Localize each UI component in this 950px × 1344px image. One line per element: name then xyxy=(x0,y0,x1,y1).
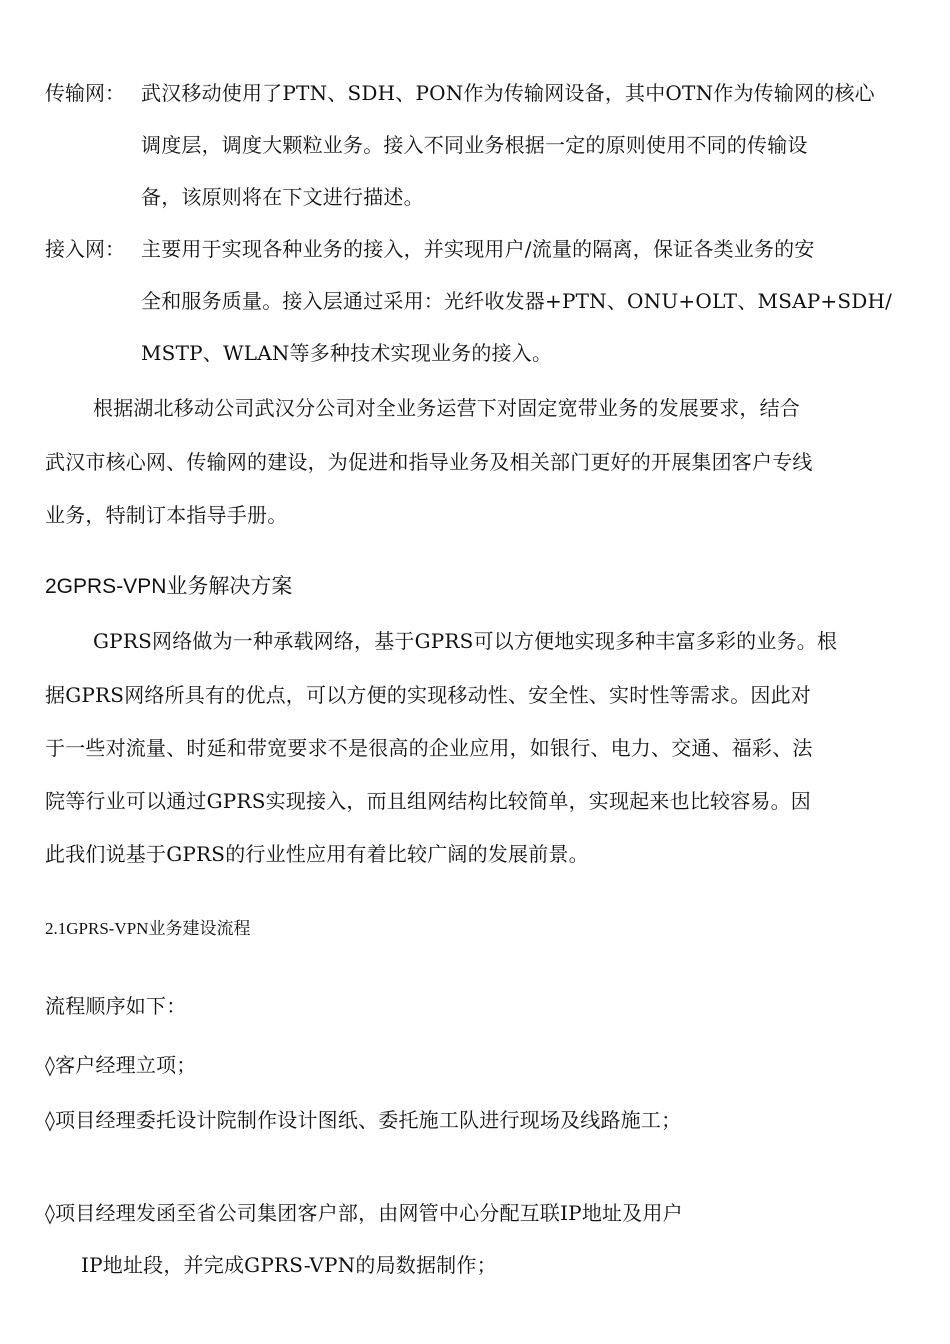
section-2-line-4: 院等行业可以通过GPRS实现接入，而且组网结构比较简单，实现起来也比较容易。因 xyxy=(45,789,811,813)
access-line-1: 主要用于实现各种业务的接入，并实现用户/流量的隔离，保证各类业务的安 xyxy=(141,237,815,261)
section-2-1-heading: 2.1GPRS-VPN业务建设流程 xyxy=(45,919,251,938)
access-term: 接入网： xyxy=(45,237,125,261)
section-2-line-2: 据GPRS网络所具有的优点，可以方便的实现移动性、安全性、实时性等需求。因此对 xyxy=(45,683,811,707)
intro-line-1: 根据湖北移动公司武汉分公司对全业务运营下对固定宽带业务的发展要求，结合 xyxy=(93,396,800,420)
section-2-heading: 2GPRS-VPN业务解决方案 xyxy=(45,575,293,598)
process-item-2: ◊项目经理委托设计院制作设计图纸、委托施工队进行现场及线路施工； xyxy=(45,1108,682,1132)
transport-line-3: 备，该原则将在下文进行描述。 xyxy=(141,185,424,209)
process-item-3-continuation: IP地址段，并完成GPRS-VPN的局数据制作； xyxy=(81,1253,497,1277)
process-item-1: ◊客户经理立项； xyxy=(45,1053,197,1077)
intro-line-2: 武汉市核心网、传输网的建设，为促进和指导业务及相关部门更好的开展集团客户专线 xyxy=(45,450,813,474)
transport-line-2: 调度层，调度大颗粒业务。接入不同业务根据一定的原则使用不同的传输设 xyxy=(141,133,808,157)
access-line-2: 全和服务质量。接入层通过采用：光纤收发器+PTN、ONU+OLT、MSAP+SDH/ xyxy=(141,289,893,313)
section-2-line-1: GPRS网络做为一种承载网络，基于GPRS可以方便地实现多种丰富多彩的业务。根 xyxy=(93,629,838,653)
access-line-3: MSTP、WLAN等多种技术实现业务的接入。 xyxy=(141,341,553,365)
section-2-line-3: 于一些对流量、时延和带宽要求不是很高的企业应用，如银行、电力、交通、福彩、法 xyxy=(45,736,813,760)
process-item-3: ◊项目经理发函至省公司集团客户部，由网管中心分配互联IP地址及用户 xyxy=(45,1201,683,1225)
section-2-line-5: 此我们说基于GPRS的行业性应用有着比较广阔的发展前景。 xyxy=(45,842,589,866)
process-intro: 流程顺序如下： xyxy=(45,994,187,1018)
intro-line-3: 业务，特制订本指导手册。 xyxy=(45,503,288,527)
transport-term: 传输网： xyxy=(45,81,125,105)
transport-line-1: 武汉移动使用了PTN、SDH、PON作为传输网设备，其中OTN作为传输网的核心 xyxy=(141,81,875,105)
